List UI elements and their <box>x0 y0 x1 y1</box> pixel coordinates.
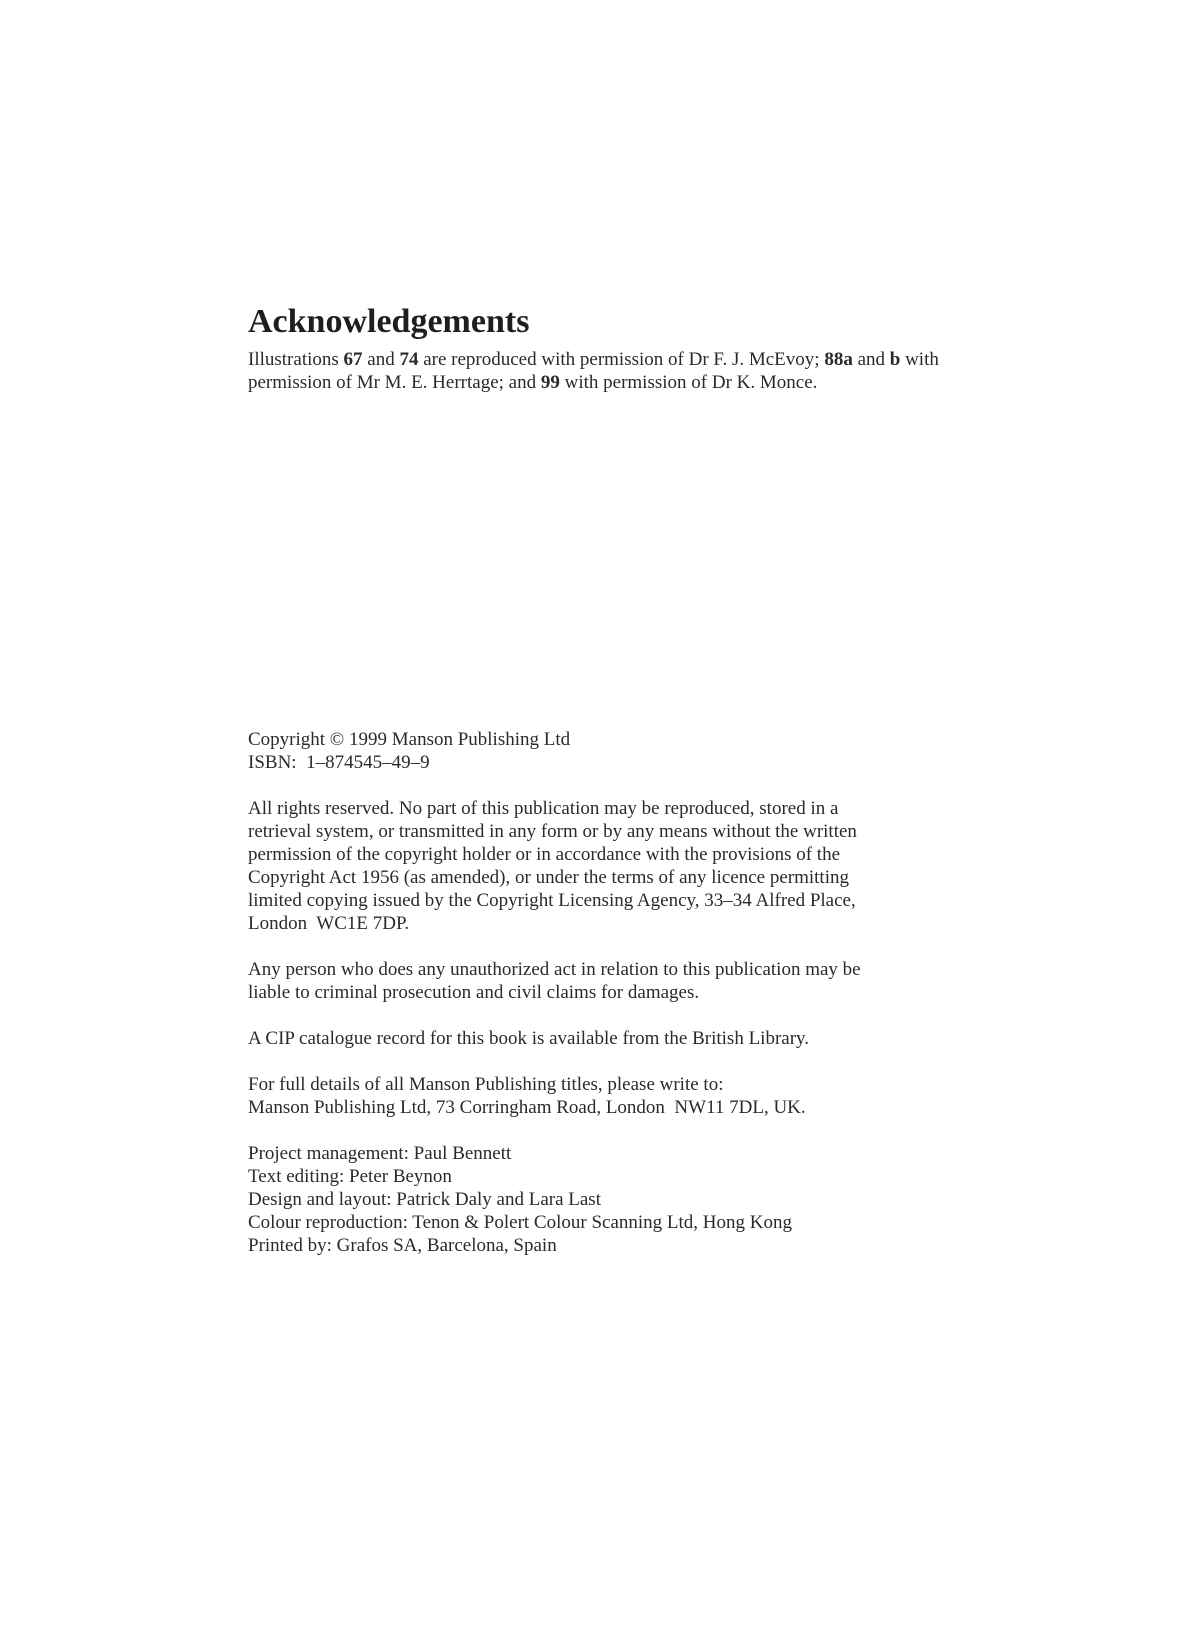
credit-colour-reproduction: Colour reproduction: Tenon & Polert Colour Scanning Ltd, Hong Kong <box>248 1212 792 1233</box>
acknowledgement-text-run: and <box>362 349 400 371</box>
illustration-number: 99 <box>540 372 560 394</box>
liability-paragraph <box>248 958 948 1004</box>
acknowledgement-text-run: with permission of Dr K. Monce. <box>559 372 818 394</box>
acknowledgement-text-run: and <box>852 349 890 371</box>
acknowledgements-title: Acknowledgements <box>248 303 530 340</box>
rights-paragraph <box>248 797 948 935</box>
details-paragraph <box>248 1073 948 1119</box>
copyright-line: Copyright © 1999 Manson Publishing Ltd <box>248 729 571 750</box>
illustration-number: 67 <box>343 349 363 371</box>
isbn-line: ISBN: 1–874545–49–9 <box>248 752 430 773</box>
illustration-number: 74 <box>399 349 419 371</box>
acknowledgements-section <box>248 300 948 394</box>
imprint-section <box>248 728 948 1280</box>
rights-line: permission of the copyright holder or in accordance with the provisions of the <box>248 844 841 865</box>
liability-line: liable to criminal prosecution and civil claims for damages. <box>248 982 700 1003</box>
cip-paragraph <box>248 1027 948 1050</box>
rights-line: All rights reserved. No part of this publication may be reproduced, stored in a <box>248 798 839 819</box>
credits-block <box>248 1142 948 1257</box>
credit-design-layout: Design and layout: Patrick Daly and Lara Last <box>248 1189 601 1210</box>
illustration-number: b <box>889 349 901 371</box>
credit-printed-by: Printed by: Grafos SA, Barcelona, Spain <box>248 1235 557 1256</box>
acknowledgement-text-run: with permission of Mr M. E. Herrtage; and <box>248 349 939 394</box>
cip-line: A CIP catalogue record for this book is available from the British Library. <box>248 1028 810 1049</box>
copyright-block <box>248 728 948 774</box>
rights-line: London WC1E 7DP. <box>248 913 410 934</box>
acknowledgement-text-run: Illustrations <box>248 349 344 371</box>
credit-project-management: Project management: Paul Bennett <box>248 1143 512 1164</box>
details-line: For full details of all Manson Publishing titles, please write to: <box>248 1074 724 1095</box>
acknowledgements-text <box>248 348 948 394</box>
rights-line: limited copying issued by the Copyright Licensing Agency, 33–34 Alfred Place, <box>248 890 856 911</box>
rights-line: retrieval system, or transmitted in any form or by any means without the written <box>248 821 857 842</box>
acknowledgement-text-run: are reproduced with permission of Dr F. J. McEvoy; <box>418 349 825 371</box>
liability-line: Any person who does any unauthorized act in relation to this publication may be <box>248 959 861 980</box>
illustration-number: 88a <box>824 349 853 371</box>
credit-text-editing: Text editing: Peter Beynon <box>248 1166 452 1187</box>
rights-line: Copyright Act 1956 (as amended), or under the terms of any licence permitting <box>248 867 849 888</box>
address-line: Manson Publishing Ltd, 73 Corringham Road, London NW11 7DL, UK. <box>248 1097 806 1118</box>
